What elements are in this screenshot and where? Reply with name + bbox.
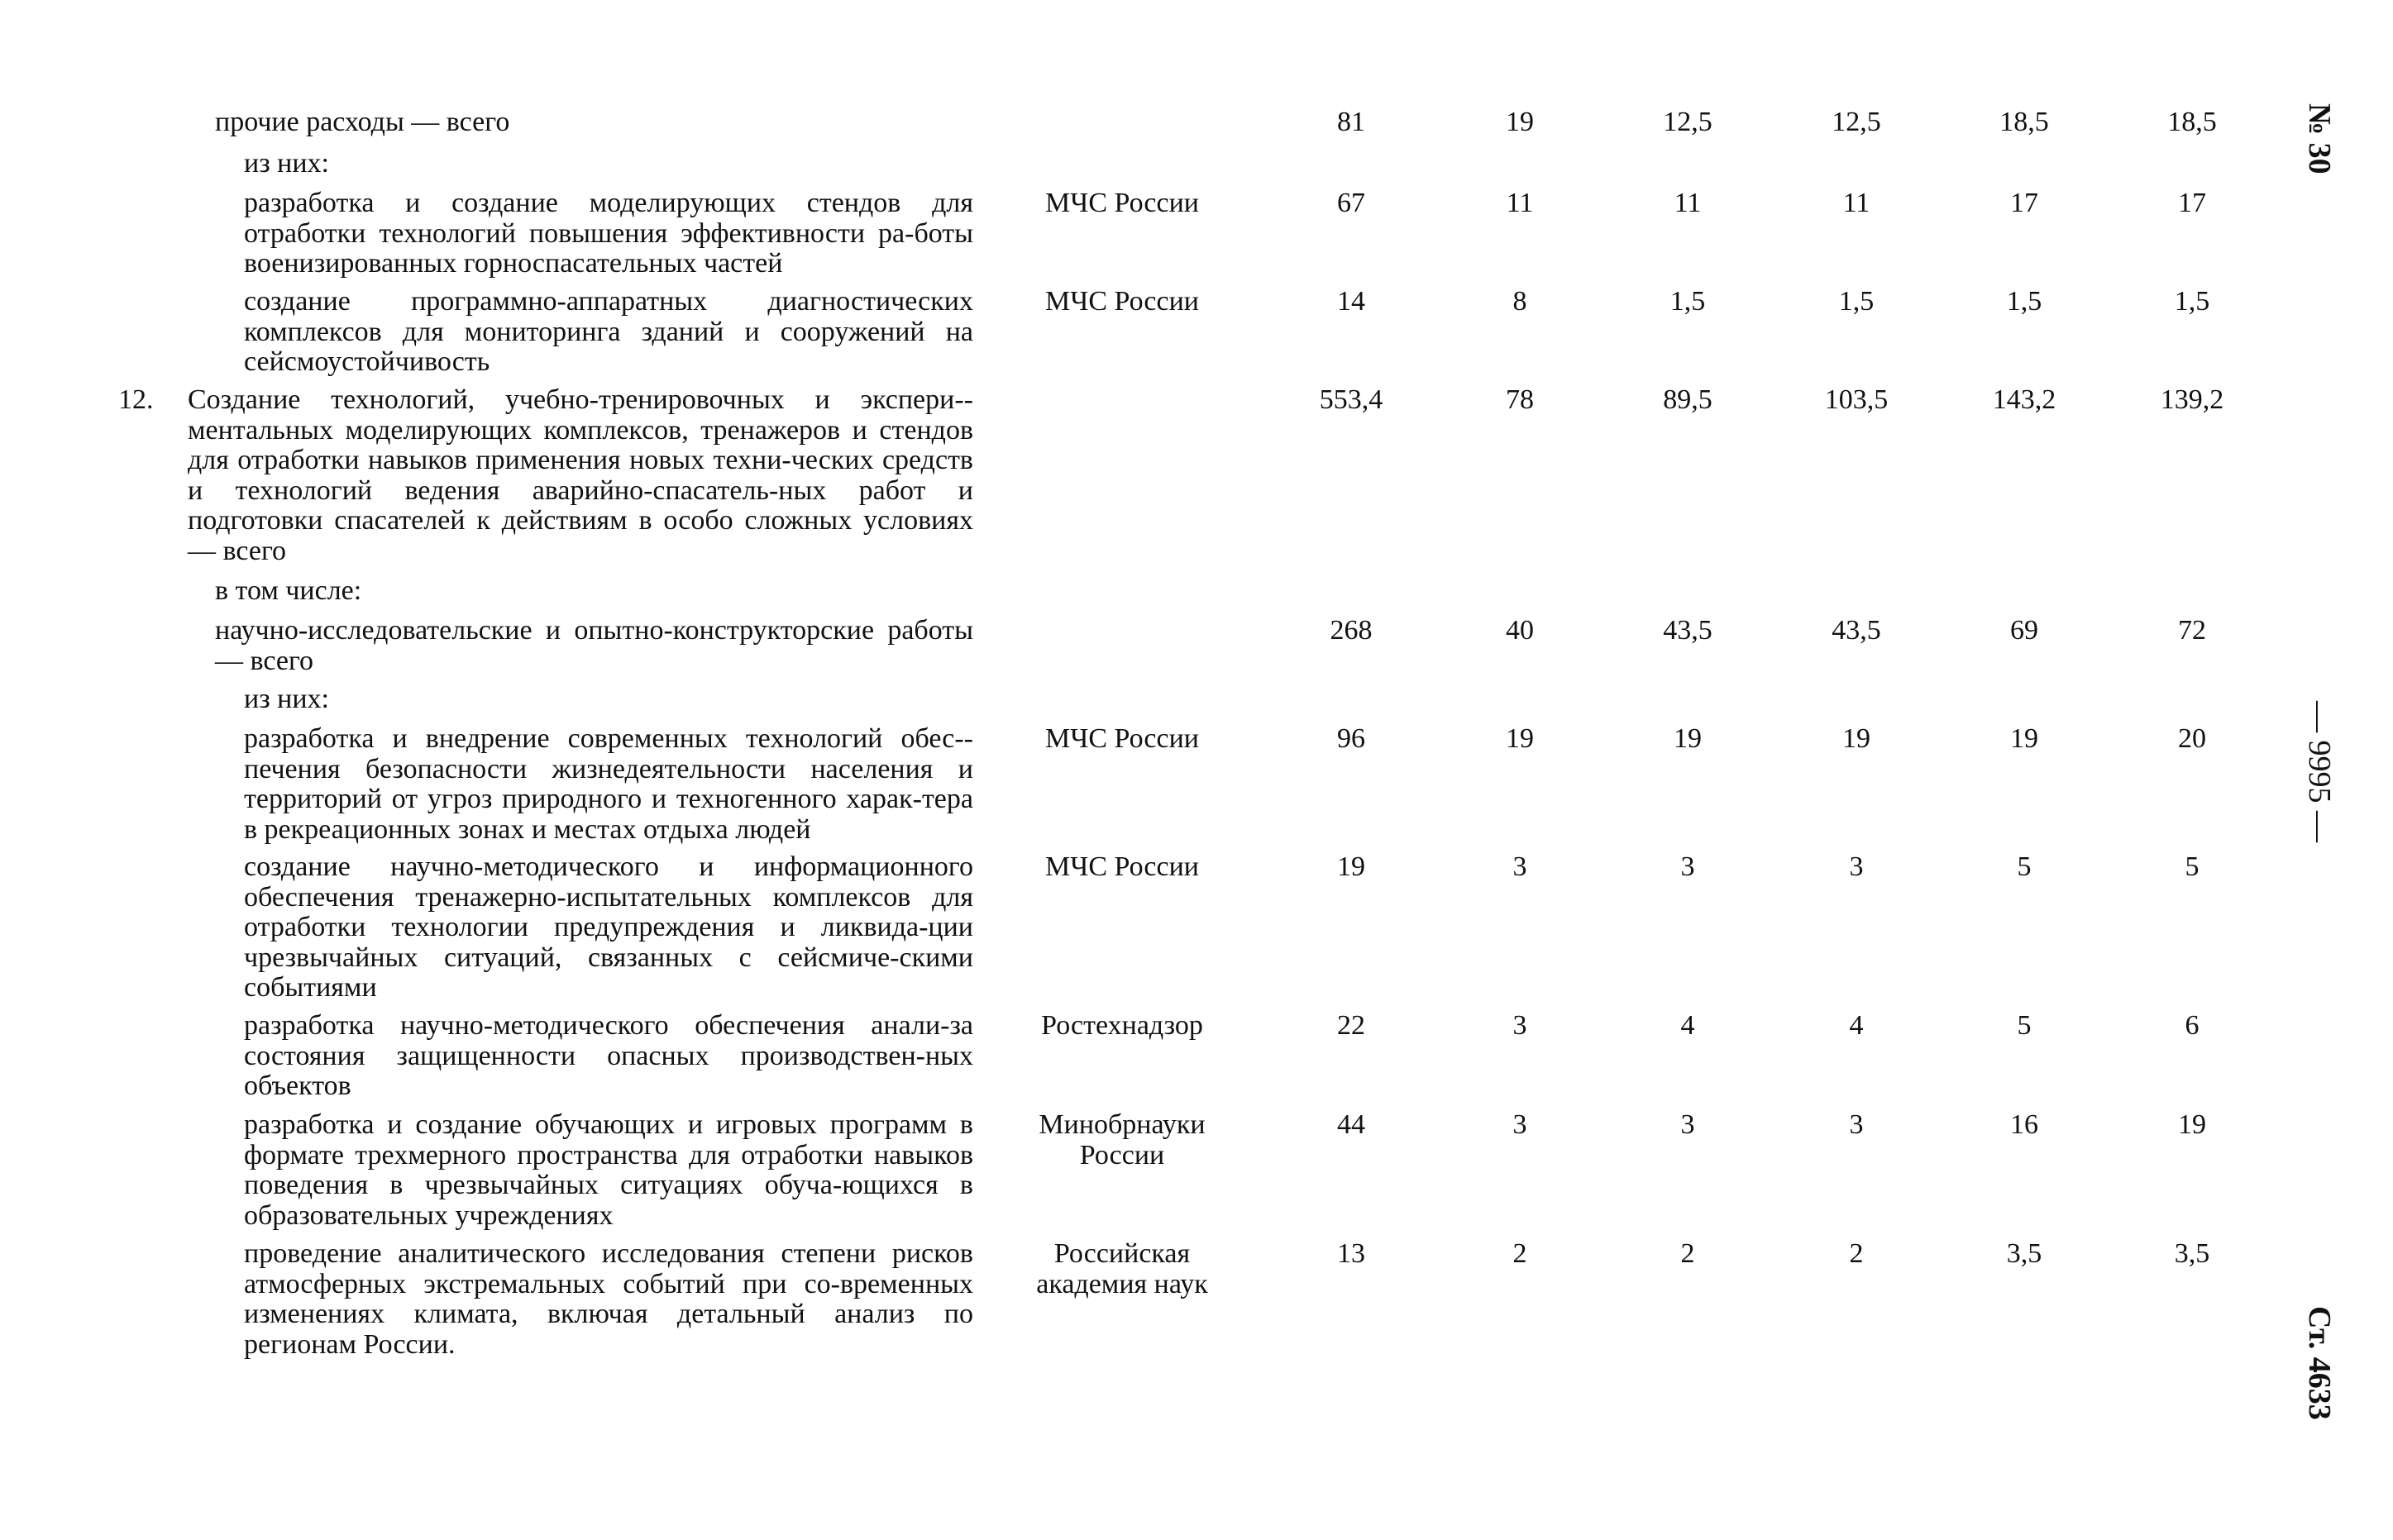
- value-cell: 67: [1337, 188, 1365, 218]
- value-cell: 12,5: [1663, 107, 1712, 137]
- value-cell: 43,5: [1832, 615, 1881, 646]
- row-description: разработка и внедрение современных технологий обес-печения безопасности жизнедеятельности населения и территорий от угроз природного и техногенного харак-тера в рекреационных зонах и местах отдыха людей: [244, 723, 973, 845]
- row-description: научно-исследовательские и опытно-конструкторские работы — всего: [215, 615, 973, 676]
- value-cell: 5: [2017, 1010, 2032, 1041]
- value-cell: 1,5: [2006, 286, 2042, 317]
- value-cell: 553,4: [1319, 384, 1383, 415]
- executor-cell: МЧС России: [1045, 851, 1199, 882]
- executor-cell: Минобрнауки России: [1039, 1109, 1206, 1170]
- value-cell: 19: [1674, 723, 1702, 754]
- value-cell: 17: [2010, 188, 2038, 218]
- value-cell: 13: [1337, 1238, 1365, 1269]
- item-number: 12.: [118, 384, 154, 415]
- value-cell: 5: [2185, 851, 2200, 882]
- row-subheading: в том числе:: [215, 575, 362, 606]
- value-cell: 69: [2010, 615, 2038, 646]
- executor-cell: МЧС России: [1045, 286, 1199, 317]
- executor-cell: МЧС России: [1045, 723, 1199, 754]
- value-cell: 19: [2010, 723, 2038, 754]
- row-description: Создание технологий, учебно-тренировочных и экспери-ментальных моделирующих комплексов, тренажеров и стендов для отработки навыков применения новых техни-ческих средств и технологий ведения аварийно-спасатель-ных работ и подготовки спасателей к действиям в особо сложных условиях — всего: [188, 384, 973, 566]
- value-cell: 19: [2178, 1109, 2206, 1140]
- value-cell: 3: [1680, 851, 1695, 882]
- value-cell: 44: [1337, 1109, 1365, 1140]
- value-cell: 11: [1674, 188, 1702, 218]
- value-cell: 19: [1337, 851, 1365, 882]
- value-cell: 3: [1849, 851, 1864, 882]
- value-cell: 11: [1506, 188, 1534, 218]
- value-cell: 8: [1512, 286, 1527, 317]
- row-subheading: из них:: [244, 148, 329, 179]
- value-cell: 3,5: [2174, 1238, 2210, 1269]
- row-description: проведение аналитического исследования степени рисков атмосферных экстремальных событий при со-временных изменениях климата, включая детальный анализ по регионам России.: [244, 1238, 973, 1360]
- value-cell: 3: [1512, 1010, 1527, 1041]
- value-cell: 72: [2178, 615, 2206, 646]
- value-cell: 14: [1337, 286, 1365, 317]
- value-cell: 96: [1337, 723, 1365, 754]
- row-description: разработка и создание моделирующих стендов для отработки технологий повышения эффективности ра-боты военизированных горноспасательных частей: [244, 188, 973, 279]
- value-cell: 2: [1849, 1238, 1864, 1269]
- value-cell: 3: [1680, 1109, 1695, 1140]
- row-description: создание программно-аппаратных диагностических комплексов для мониторинга зданий и сооружений на сейсмоустойчивость: [244, 286, 973, 377]
- executor-cell: МЧС России: [1045, 188, 1199, 218]
- row-subheading: из них:: [244, 684, 329, 714]
- value-cell: 1,5: [1669, 286, 1706, 317]
- value-cell: 12,5: [1832, 107, 1881, 137]
- value-cell: 3,5: [2006, 1238, 2042, 1269]
- value-cell: 19: [1506, 723, 1534, 754]
- row-description: разработка и создание обучающих и игровых программ в формате трехмерного пространства для отработки навыков поведения в чрезвычайных ситуациях обуча-ющихся в образовательных учреждениях: [244, 1109, 973, 1231]
- row-description: прочие расходы — всего: [215, 107, 510, 137]
- value-cell: 4: [1849, 1010, 1864, 1041]
- value-cell: 139,2: [2160, 384, 2224, 415]
- value-cell: 103,5: [1824, 384, 1889, 415]
- value-cell: 16: [2010, 1109, 2038, 1140]
- value-cell: 268: [1330, 615, 1373, 646]
- value-cell: 3: [1512, 1109, 1527, 1140]
- row-description: разработка научно-методического обеспечения анали-за состояния защищенности опасных производствен-ных объектов: [244, 1010, 973, 1101]
- value-cell: 17: [2178, 188, 2206, 218]
- value-cell: 2: [1512, 1238, 1527, 1269]
- value-cell: 78: [1506, 384, 1534, 415]
- value-cell: 3: [1849, 1109, 1864, 1140]
- value-cell: 143,2: [1992, 384, 2056, 415]
- page-number: — 9995 —: [2302, 701, 2337, 842]
- value-cell: 81: [1337, 107, 1365, 137]
- value-cell: 20: [2178, 723, 2206, 754]
- value-cell: 4: [1680, 1010, 1695, 1041]
- issue-number: № 30: [2302, 103, 2337, 174]
- value-cell: 3: [1512, 851, 1527, 882]
- value-cell: 1,5: [2174, 286, 2210, 317]
- value-cell: 19: [1506, 107, 1534, 137]
- value-cell: 19: [1842, 723, 1870, 754]
- executor-cell: Ростехнадзор: [1041, 1010, 1203, 1041]
- value-cell: 43,5: [1663, 615, 1712, 646]
- value-cell: 22: [1337, 1010, 1365, 1041]
- value-cell: 5: [2017, 851, 2032, 882]
- article-number: Ст. 4633: [2302, 1306, 2337, 1420]
- value-cell: 6: [2185, 1010, 2200, 1041]
- value-cell: 18,5: [2167, 107, 2217, 137]
- row-description: создание научно-методического и информационного обеспечения тренажерно-испытательных комплексов для отработки технологии предупреждения и ликвида-ции чрезвычайных ситуаций, связанных с сейсмиче-скими событиями: [244, 851, 973, 1003]
- value-cell: 11: [1842, 188, 1870, 218]
- value-cell: 1,5: [1838, 286, 1875, 317]
- value-cell: 89,5: [1663, 384, 1712, 415]
- value-cell: 18,5: [1999, 107, 2049, 137]
- value-cell: 2: [1680, 1238, 1695, 1269]
- value-cell: 40: [1506, 615, 1534, 646]
- executor-cell: Российская академия наук: [1036, 1238, 1208, 1299]
